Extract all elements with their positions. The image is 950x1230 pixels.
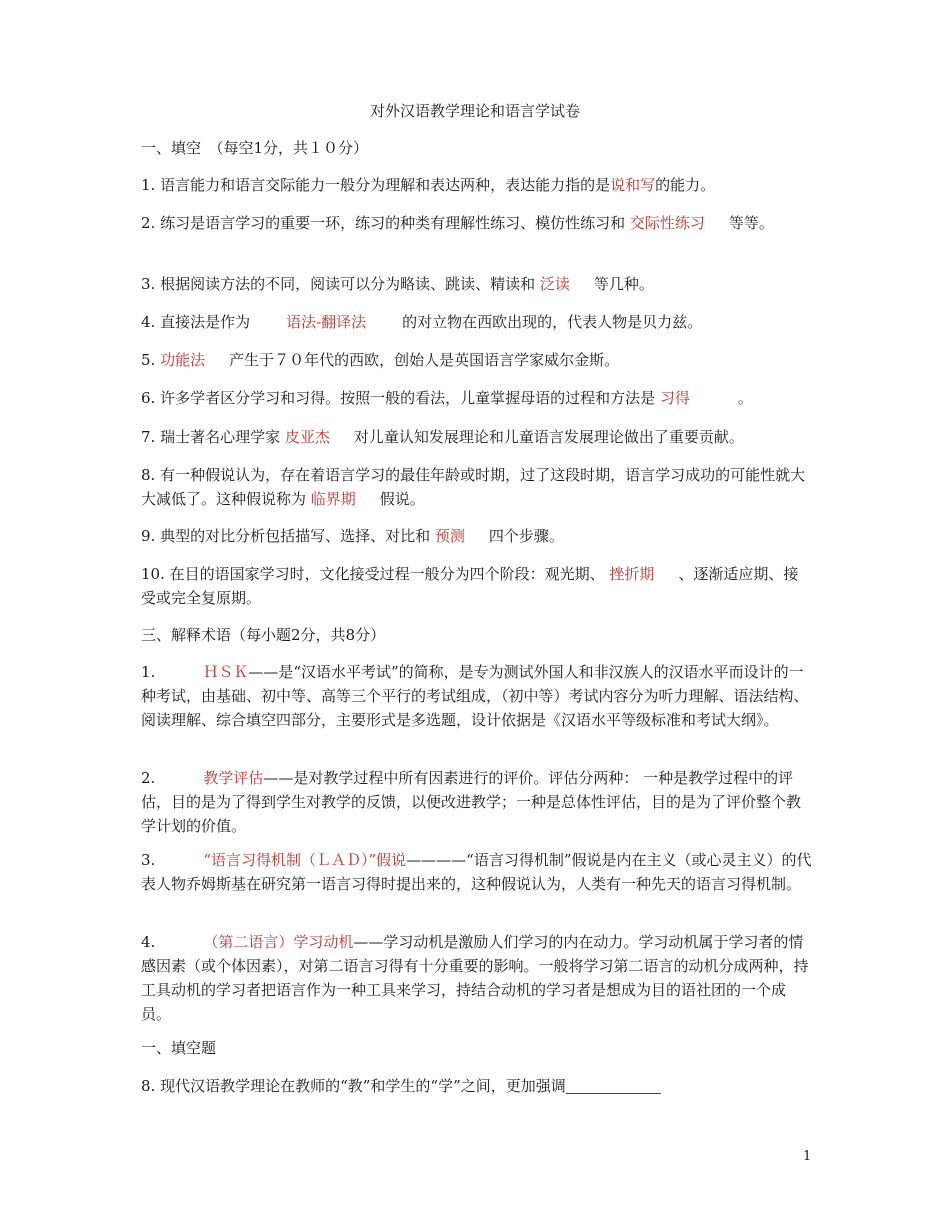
question-8b [141, 1074, 813, 1098]
section-heading-fill-questions: 一、填空题 [141, 1039, 217, 1057]
q3-text: 3. 根据阅读方法的不同，阅读可以分为略读、跳读、精读和 [141, 275, 540, 293]
term-4-definition: ——学习动机是激励人们学习的内在动力。学习动机属于学习者的情感因素（或个体因素），对第二语言习得有十分重要的影响。一般将学习第二语言的动机分成两种，持工具动机的学习者把语言作为一种工具来学习，持结合动机的学习者是想成为目的语社团的一个成员。 [141, 933, 809, 1023]
term-4-number: 4. [141, 933, 156, 951]
q2-text: 2. 练习是语言学习的重要一环，练习的种类有理解性练习、模仿性练习和 [141, 214, 630, 232]
term-4 [141, 930, 813, 1026]
page-title: 对外汉语教学理论和语言学试卷 [369, 102, 580, 120]
term-3-number: 3. [141, 851, 156, 869]
page-number: 1 [803, 1149, 812, 1164]
q5-text-end: 产生于７０年代的西欧，创始人是英国语言学家威尔金斯。 [229, 351, 620, 369]
term-3 [141, 848, 813, 896]
q7-text-end: 对儿童认知发展理论和儿童语言发展理论做出了重要贡献。 [353, 428, 744, 446]
question-9 [141, 524, 813, 548]
q2-answer: 交际性练习 [629, 214, 705, 232]
question-6 [141, 386, 813, 410]
q8-text: 8. 有一种假说认为，存在着语言学习的最佳年龄或时期，过了这段时期，语言学习成功的可能性就大大减低了。这种假说称为 [141, 466, 806, 508]
q9-text-end: 四个步骤。 [488, 527, 564, 545]
term-3-name: “语言习得机制（ＬＡＤ）”假说 [203, 851, 407, 869]
question-2 [141, 211, 813, 235]
q1-answer: 说和写 [610, 176, 656, 194]
q8b-text: 8. 现代汉语教学理论在教师的“教”和学生的“学”之间，更加强调 [141, 1077, 566, 1095]
q4-text-end: 的对立物在西欧出现的，代表人物是贝力兹。 [402, 313, 703, 331]
q4-text: 4. 直接法是作为 [141, 313, 251, 331]
q1-text-end: 的能力。 [655, 176, 716, 194]
term-3-definition: ————“语言习得机制”假说是内在主义（或心灵主义）的代表人物乔姆斯基在研究第一语言习得时提出来的，这种假说认为，人类有一种先天的语言习得机制。 [141, 851, 812, 893]
q5-answer: 功能法 [160, 351, 206, 369]
section-heading-fill: 一、填空 （每空1分，共１０分） [141, 139, 369, 157]
question-1 [141, 173, 813, 197]
question-8 [141, 463, 813, 511]
question-3 [141, 272, 813, 296]
q8-answer: 临界期 [310, 490, 356, 508]
term-1-definition: ——是“汉语水平考试”的简称，是专为测试外国人和非汉族人的汉语水平而设计的一种考试，由基础、初中等、高等三个平行的考试组成，（初中等）考试内容分为听力理解、语法结构、阅读理解、综合填空四部分，主要形式是多选题，设计依据是《汉语水平等级标准和考试大纲》。 [141, 663, 809, 729]
q6-answer: 习得 [659, 389, 690, 407]
answer-blank[interactable] [566, 1076, 661, 1094]
q10-answer: 挫折期 [609, 565, 655, 583]
term-4-name: （第二语言）学习动机 [203, 933, 354, 951]
q6-text-end: 。 [737, 389, 753, 407]
q4-answer: 语法-翻译法 [286, 313, 367, 331]
section-heading-terms: 三、解释术语（每小题2分，共8分） [141, 626, 386, 644]
q7-text: 7. 瑞士著名心理学家 [141, 428, 285, 446]
q6-text: 6. 许多学者区分学习和习得。按照一般的看法，儿童掌握母语的过程和方法是 [141, 389, 660, 407]
term-2-name: 教学评估 [203, 769, 264, 787]
term-2 [141, 766, 813, 838]
q10-text-end: 、逐渐适应期、接受或完全复原期。 [141, 565, 799, 607]
q3-text-end: 等几种。 [593, 275, 654, 293]
q5-text: 5. [141, 351, 161, 369]
question-5 [141, 348, 813, 372]
question-10 [141, 562, 813, 610]
q7-answer: 皮亚杰 [284, 428, 330, 446]
q9-answer: 预测 [434, 527, 465, 545]
q3-answer: 泛读 [539, 275, 570, 293]
q1-text: 1. 语言能力和语言交际能力一般分为理解和表达两种，表达能力指的是 [141, 176, 611, 194]
term-1-number: 1. [141, 663, 156, 681]
question-7 [141, 425, 813, 449]
q2-text-end: 等等。 [728, 214, 774, 232]
q10-text: 10. 在目的语国家学习时，文化接受过程一般分为四个阶段：观光期、 [141, 565, 610, 583]
term-1-name: ＨＳＫ [203, 663, 249, 681]
term-1 [141, 660, 813, 732]
term-2-number: 2. [141, 769, 156, 787]
q8-text-end: 假说。 [379, 490, 425, 508]
q9-text: 9. 典型的对比分析包括描写、选择、对比和 [141, 527, 435, 545]
question-4 [141, 310, 813, 334]
term-2-definition: ——是对教学过程中所有因素进行的评价。评估分两种： 一种是教学过程中的评估，目的是为了得到学生对教学的反馈，以便改进教学；一种是总体性评估，目的是为了评价整个教学计划的价值。 [141, 769, 802, 835]
